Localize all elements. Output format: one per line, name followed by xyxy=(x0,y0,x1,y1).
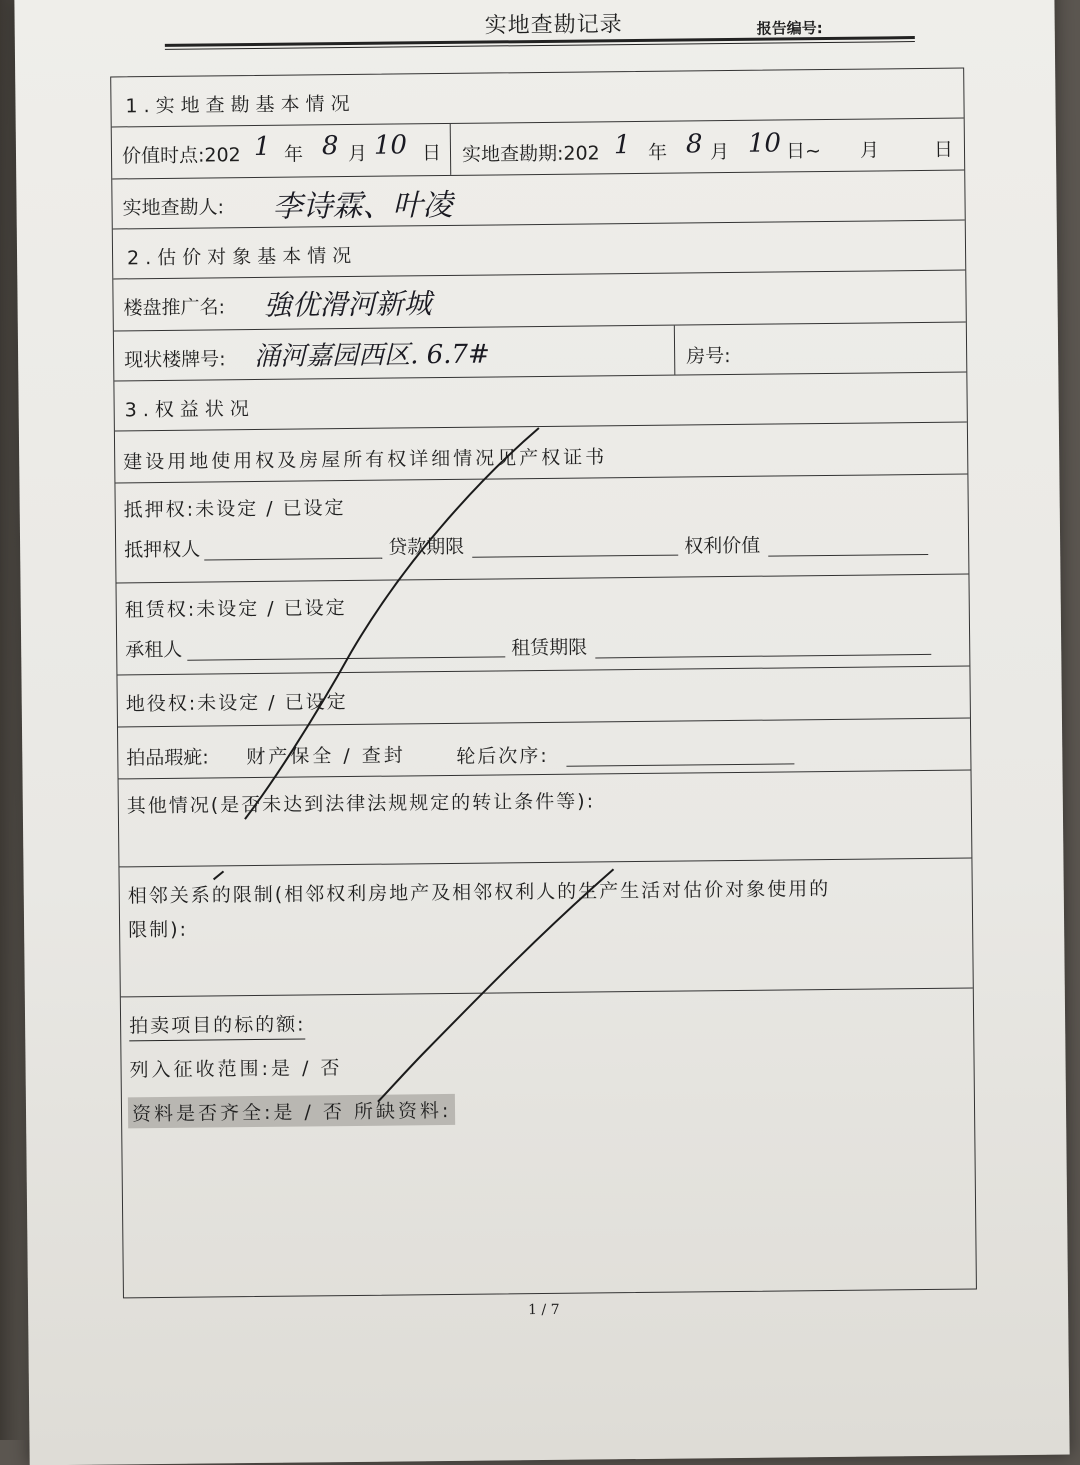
defect-options: 财产保全 / 查封 xyxy=(246,744,406,769)
value-date-month: 8 xyxy=(321,131,339,162)
right-value-blank xyxy=(768,553,928,557)
rights-row xyxy=(115,423,967,484)
section2-heading-row xyxy=(113,221,965,280)
value-date-label: 价值时点:202 xyxy=(121,144,241,168)
survey-day-tilde: 日~ xyxy=(785,140,822,163)
auction-area xyxy=(121,989,976,1298)
mortgagee-label: 抵押权人 xyxy=(124,538,201,562)
neighbor-label-line2: 限制): xyxy=(128,918,189,942)
building-name-row xyxy=(113,271,965,332)
lessee-label: 承租人 xyxy=(125,638,183,662)
neighbor-label-line1: 相邻关系的限制(相邻权利房地产及相邻权利人的生产生活对估价对象使用的 xyxy=(127,877,831,908)
current-number-row xyxy=(114,323,966,382)
survey-month-char: 月 xyxy=(709,141,730,164)
survey-month: 8 xyxy=(685,129,703,160)
sequence-blank xyxy=(566,762,794,766)
month-char: 月 xyxy=(347,142,368,165)
neighbor-row xyxy=(119,859,972,998)
end-day-char: 日 xyxy=(933,138,954,161)
day-char: 日 xyxy=(421,142,442,165)
defect-label: 拍品瑕疵: xyxy=(126,746,209,770)
right-value-label: 权利价值 xyxy=(684,534,761,558)
defect-row xyxy=(118,719,970,780)
completeness-label: 资料是否齐全:是 / 否 所缺资料: xyxy=(128,1094,456,1128)
mortgage-row xyxy=(115,475,968,584)
sequence-label: 轮后次序: xyxy=(456,744,549,768)
section1-heading: 1.实地查勘基本情况 xyxy=(125,92,356,118)
page-number: 1 / 7 xyxy=(528,1301,560,1319)
end-month-char: 月 xyxy=(859,139,880,162)
document-title: 实地查勘记录 xyxy=(484,12,623,39)
section1-heading-row xyxy=(111,69,963,128)
other-row xyxy=(119,771,972,868)
mortgage-label: 抵押权:未设定 / 已设定 xyxy=(123,497,346,522)
lease-row xyxy=(116,575,969,676)
room-divider xyxy=(674,326,676,375)
other-label: 其他情况(是否未达到法律法规规定的转让条件等): xyxy=(126,790,596,818)
lessee-blank xyxy=(187,655,505,660)
surveyor-value: 李诗霖、叶凌 xyxy=(272,187,453,225)
building-name-value: 強优滑河新城 xyxy=(263,287,432,322)
value-date-day: 10 xyxy=(373,130,408,161)
year-char: 年 xyxy=(283,143,304,166)
mortgagee-blank xyxy=(204,557,382,561)
auction-amount-label: 拍卖项目的标的额: xyxy=(129,1009,306,1041)
lease-label: 租赁权:未设定 / 已设定 xyxy=(124,597,347,622)
section3-heading: 3.权益状况 xyxy=(124,397,255,422)
survey-period-label: 实地查勘期:202 xyxy=(461,142,600,166)
easement-label: 地役权:未设定 / 已设定 xyxy=(125,691,348,716)
dates-divider xyxy=(450,124,452,175)
expropriation-label: 列入征收范围:是 / 否 xyxy=(129,1057,343,1082)
lease-term-label: 租赁期限 xyxy=(511,636,588,660)
rights-line: 建设用地使用权及房屋所有权详细情况见产权证书 xyxy=(123,446,608,474)
survey-day: 10 xyxy=(747,128,782,159)
surveyor-label: 实地查勘人: xyxy=(122,196,225,220)
current-number-label: 现状楼牌号: xyxy=(124,348,226,372)
survey-form-table xyxy=(110,68,977,1299)
building-name-label: 楼盘推广名: xyxy=(123,296,226,320)
section2-heading: 2.估价对象基本情况 xyxy=(126,244,358,270)
survey-year-char: 年 xyxy=(647,141,668,164)
paper-sheet xyxy=(14,0,1069,1465)
room-label: 房号: xyxy=(686,345,731,368)
survey-year: 1 xyxy=(613,130,631,161)
lease-term-blank xyxy=(595,653,931,659)
surveyor-row xyxy=(112,171,964,230)
loan-term-blank xyxy=(472,554,678,558)
dates-row xyxy=(112,119,964,180)
easement-row xyxy=(117,667,969,728)
current-number-value: 涌河嘉园西区. 6.7# xyxy=(253,339,490,372)
report-number-label: 报告编号: xyxy=(756,19,823,38)
section3-heading-row xyxy=(114,373,966,432)
value-date-year: 1 xyxy=(253,131,271,162)
loan-term-label: 贷款期限 xyxy=(388,535,465,559)
